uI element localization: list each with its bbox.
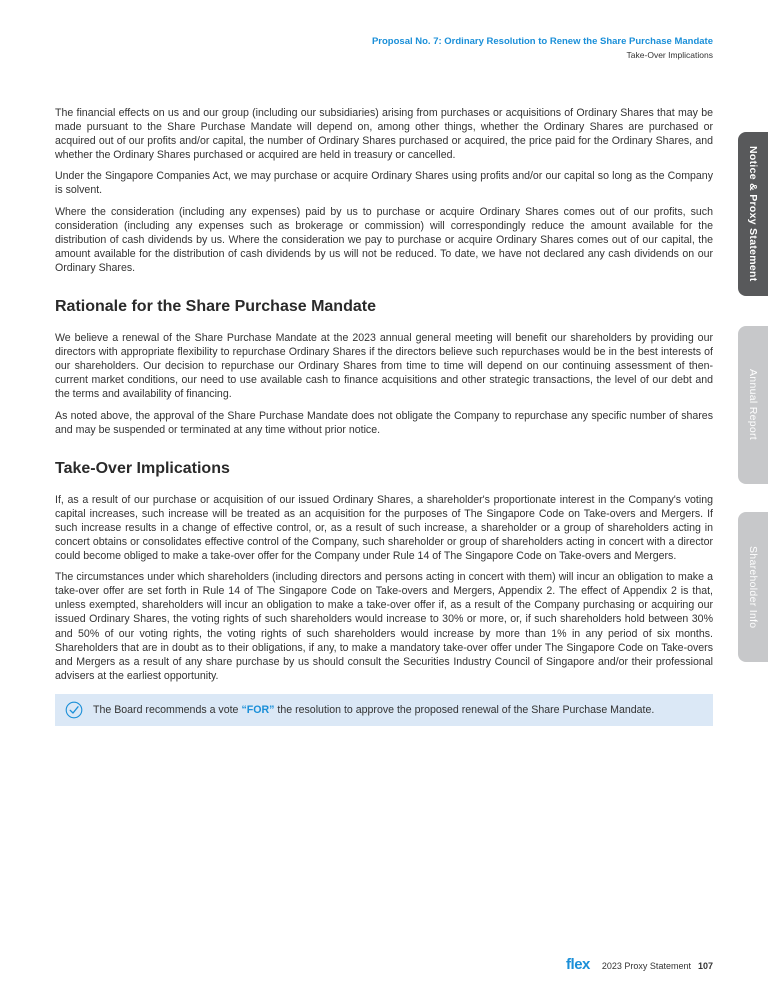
paragraph: As noted above, the approval of the Share Purchase Mandate does not obligate the Company to repurchase any specific number of shares and may be suspended or terminated at any time without prior notice. [55,409,713,436]
check-circle-icon [65,701,83,719]
recommendation-for: “FOR” [241,703,275,716]
section-heading-takeover: Take-Over Implications [55,459,230,477]
side-tab-label: Notice & Proxy Statement [747,146,759,282]
paragraph: Under the Singapore Companies Act, we may purchase or acquire Ordinary Shares using profits and/or our capital so long as the Company is solvent. [55,170,713,197]
paragraph: Where the consideration (including any expenses) paid by us to purchase or acquire Ordinary Shares comes out of our profits, such consideration (including any expenses such as brokerage or commission) will correspondingly reduce the amount available for the distribution of cash dividends by us. Where the consideration we pay to purchase or acquire Ordinary Shares comes out of our capital, the amount available for the distribution of cash dividends by us will not be reduced. To date, we have not declared any cash dividends on our Ordinary Shares. [55,205,713,274]
main-content [55,106,713,726]
side-tab-notice-proxy[interactable] [738,132,768,296]
side-tab-label: Shareholder Info [747,545,759,629]
recommendation-text-rest: the resolution to approve the proposed renewal of the Share Purchase Mandate. [277,703,655,716]
section-heading-rationale: Rationale for the Share Purchase Mandate [55,298,376,316]
page-footer [566,956,713,973]
header-subtitle: Take-Over Implications [626,50,713,60]
flex-logo: flex [566,956,590,973]
paragraph: The circumstances under which shareholders (including directors and persons acting in concert with them) will incur an obligation to make a take-over offer are set forth in Rule 14 of The Singapore Code on Take-overs and Mergers, Appendix 2. The effect of Appendix 2 is that, unless exempted, shareholders will incur an obligation to make a take-over offer if, as a result of the Company purchasing or acquiring our issued Ordinary Shares, the voting rights of such shareholders would increase to 30% or more, or, if such shareholders hold between 30% and 50% of our voting rights, the voting rights of such shareholders would increase by more than 1% in any period of six months. Shareholders that are in doubt as to their obligations, if any, to make a mandatory take-over offer under The Singapore Code on Take-overs and Mergers as a result of any share purchase by us should consult the Securities Industry Council of Singapore and/or their professional advisers at the earliest opportunity. [55,571,713,682]
side-tab-shareholder-info[interactable] [738,512,768,662]
side-tab-label: Annual Report [747,369,759,441]
footer-doc-title: 2023 Proxy Statement [601,961,691,971]
paragraph: If, as a result of our purchase or acquisition of our issued Ordinary Shares, a shareholder's proportionate interest in the Company's voting capital increases, such increase will be treated as an acquisition for the purposes of The Singapore Code on Take-overs and Mergers. If such increase results in a change of effective control, or, as a result of such increase, a shareholder or a group of shareholders acting in concert obtains or consolidates effective control of the Company, such shareholder or group of shareholders acting in concert with a director could become obliged to make a take-over offer for the Company under Rule 14 of The Singapore Code on Take-overs and Mergers. [55,493,713,563]
header-title: Proposal No. 7: Ordinary Resolution to Renew the Share Purchase Mandate [371,36,713,47]
paragraph: The financial effects on us and our group (including our subsidiaries) arising from purchases or acquisitions of Ordinary Shares that may be made pursuant to the Share Purchase Mandate will depend on, among other things, whether the Ordinary Shares are purchased or acquired out of our profits and/or capital, the number of Ordinary Shares purchased or acquired, the price paid for the Ordinary Shares, and whether the Ordinary Shares purchased or acquired are held in treasury or cancelled. [55,107,713,162]
paragraph: We believe a renewal of the Share Purchase Mandate at the 2023 annual general meeting will benefit our shareholders by providing our directors with appropriate flexibility to repurchase Ordinary Shares if the directors believe such repurchases would be in the best interests of our shareholders. Our decision to repurchase our Ordinary Shares from time to time will depend on our continuing assessment of then-current market conditions, our need to use available cash to finance acquisitions and other strategic transactions, the level of our debt and the terms and availability of financing. [55,332,713,401]
recommendation-text: The Board recommends a vote [93,703,239,716]
page-number: 107 [697,961,713,971]
running-header [372,36,713,60]
side-tab-annual-report[interactable] [738,326,768,484]
recommendation-callout [55,694,713,726]
